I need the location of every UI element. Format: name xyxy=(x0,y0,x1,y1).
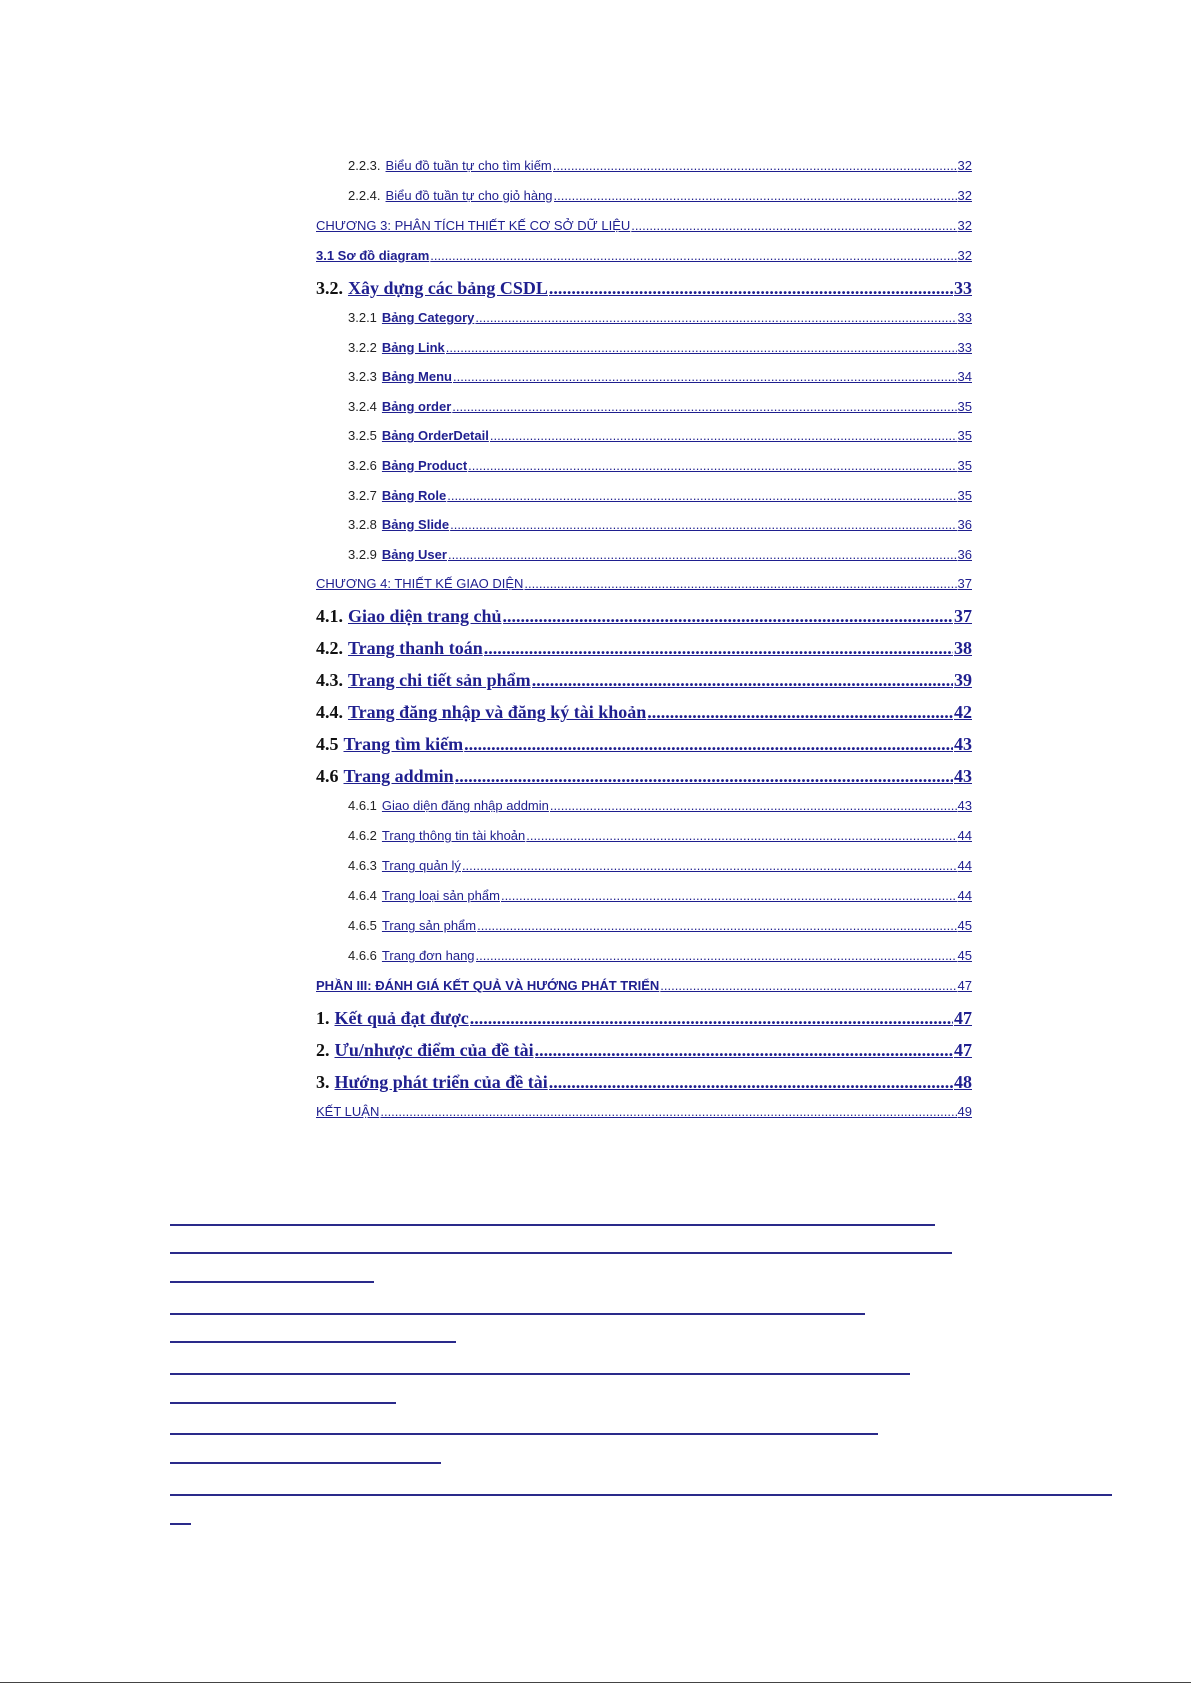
toc-dot-leader xyxy=(490,428,957,443)
blank-link-line xyxy=(170,1224,935,1226)
toc-dot-leader xyxy=(453,369,957,384)
toc-entry-title[interactable]: KẾT LUẬN xyxy=(316,1104,380,1120)
toc-dot-leader xyxy=(503,606,953,627)
toc-entry-page[interactable]: 33 xyxy=(954,278,972,298)
toc-entry-page[interactable]: 39 xyxy=(954,670,972,691)
toc-entry-title[interactable]: CHƯƠNG 4: THIẾT KẾ GIAO DIỆN xyxy=(316,576,524,592)
toc-entry-page[interactable]: 44 xyxy=(957,888,972,904)
toc-entry-number: 4.3. xyxy=(316,670,343,691)
toc-entry-number: 3.2.7 xyxy=(348,487,377,503)
toc-entry[interactable] xyxy=(316,576,972,606)
toc-entry-title[interactable]: Trang đăng nhập và đăng ký tài khoản xyxy=(348,702,647,723)
toc-entry-number: 3.2.4 xyxy=(348,398,377,414)
toc-entry[interactable] xyxy=(316,888,972,918)
toc-dot-leader xyxy=(549,1072,953,1093)
toc-dot-leader xyxy=(450,517,956,532)
toc-entry-page[interactable]: 45 xyxy=(957,948,972,964)
toc-entry[interactable] xyxy=(316,340,972,370)
toc-entry[interactable] xyxy=(316,948,972,978)
toc-entry-title[interactable]: Kết quả đạt được xyxy=(334,1008,469,1029)
toc-entry[interactable] xyxy=(316,1072,972,1104)
toc-entry-number: 4.5 xyxy=(316,734,339,755)
toc-entry[interactable] xyxy=(316,369,972,399)
toc-entry-number: 2.2.3. xyxy=(348,158,381,173)
toc-dot-leader xyxy=(553,158,957,173)
blank-link-line xyxy=(170,1402,396,1404)
toc-dot-leader xyxy=(447,488,956,503)
toc-dot-leader xyxy=(448,547,957,562)
blank-link-line xyxy=(170,1281,374,1283)
toc-entry-title[interactable]: Xây dựng các bảng CSDL xyxy=(348,278,548,298)
toc-entry-page[interactable]: 43 xyxy=(954,734,972,755)
toc-entry-number: 3.2.1 xyxy=(348,310,377,325)
blank-link-line xyxy=(170,1313,865,1315)
toc-entry-number: 1. xyxy=(316,1008,330,1029)
toc-dot-leader xyxy=(475,310,956,325)
toc-entry-number: 4.6 xyxy=(316,766,339,787)
toc-entry-number: 2. xyxy=(316,1040,330,1061)
toc-entry[interactable] xyxy=(316,734,972,766)
toc-entry[interactable] xyxy=(316,188,972,218)
toc-entry-page[interactable]: 33 xyxy=(957,339,972,355)
toc-entry[interactable] xyxy=(316,858,972,888)
toc-entry-page[interactable]: 32 xyxy=(957,248,972,263)
toc-dot-leader xyxy=(462,858,957,873)
toc-entry-title[interactable]: Bảng Role xyxy=(381,487,447,503)
toc-entry[interactable] xyxy=(316,828,972,858)
toc-entry-number: 3.2. xyxy=(316,278,343,298)
toc-entry-page[interactable]: 33 xyxy=(957,310,972,325)
toc-dot-leader xyxy=(430,248,956,263)
toc-entry-title[interactable]: Trang addmin xyxy=(343,766,454,787)
toc-dot-leader xyxy=(464,734,953,755)
toc-entry-page[interactable]: 49 xyxy=(957,1104,972,1120)
toc-entry-page[interactable]: 47 xyxy=(954,1040,972,1061)
toc-entry-page[interactable]: 45 xyxy=(957,918,972,934)
toc-entry[interactable] xyxy=(316,488,972,518)
toc-entry[interactable] xyxy=(316,218,972,248)
toc-entry-title[interactable]: Bảng User xyxy=(381,546,447,562)
toc-entry-page[interactable]: 47 xyxy=(957,978,972,994)
table-of-contents xyxy=(316,158,972,1134)
toc-entry-page[interactable]: 38 xyxy=(954,638,972,659)
toc-entry-number: 4.6.4 xyxy=(348,888,377,904)
toc-entry-number: 4.6.5 xyxy=(348,918,377,934)
toc-dot-leader xyxy=(550,798,957,813)
toc-entry[interactable] xyxy=(316,547,972,577)
toc-entry-number: 3.2.2 xyxy=(348,339,377,355)
toc-entry-title[interactable]: Bảng Menu xyxy=(381,369,452,385)
toc-entry-page[interactable]: 48 xyxy=(954,1072,972,1093)
toc-entry[interactable] xyxy=(316,606,972,638)
toc-entry[interactable] xyxy=(316,399,972,429)
toc-dot-leader xyxy=(446,340,957,355)
toc-entry-page[interactable]: 32 xyxy=(957,218,972,233)
toc-dot-leader xyxy=(660,978,956,993)
toc-entry-page[interactable]: 47 xyxy=(954,1008,972,1029)
toc-entry-number: 4.6.2 xyxy=(348,828,377,844)
toc-entry-page[interactable]: 35 xyxy=(957,398,972,414)
toc-entry-page[interactable]: 37 xyxy=(954,606,972,627)
toc-entry[interactable] xyxy=(316,310,972,340)
toc-entry-page[interactable]: 43 xyxy=(957,798,972,814)
toc-entry-number: 3.2.9 xyxy=(348,546,377,562)
toc-entry[interactable] xyxy=(316,1104,972,1134)
toc-entry-number: 3.2.5 xyxy=(348,428,377,444)
toc-entry-number: 2.2.4. xyxy=(348,188,381,203)
toc-entry[interactable] xyxy=(316,458,972,488)
page-edge xyxy=(0,1682,1191,1683)
toc-entry[interactable] xyxy=(316,918,972,948)
toc-entry-title[interactable]: Ưu/nhược điểm của đề tài xyxy=(334,1040,534,1061)
toc-entry-page[interactable]: 44 xyxy=(957,858,972,874)
toc-entry-page[interactable]: 44 xyxy=(957,828,972,844)
toc-entry[interactable] xyxy=(316,248,972,278)
toc-dot-leader xyxy=(380,1104,956,1119)
toc-entry-title[interactable]: Trang sản phẩm xyxy=(381,918,477,934)
toc-entry[interactable] xyxy=(316,517,972,547)
toc-dot-leader xyxy=(532,670,953,691)
toc-dot-leader xyxy=(455,766,953,787)
toc-entry-number: 3. xyxy=(316,1072,330,1093)
toc-entry-title[interactable]: Trang quản lý xyxy=(381,858,461,874)
toc-entry-title[interactable]: Biểu đồ tuần tự cho tìm kiếm xyxy=(385,158,552,173)
toc-entry[interactable] xyxy=(316,278,972,310)
toc-entry-title[interactable]: Trang tìm kiếm xyxy=(343,734,464,755)
toc-entry-title[interactable]: Trang loại sản phẩm xyxy=(381,888,500,904)
toc-entry[interactable] xyxy=(316,798,972,828)
toc-entry-number: 4.2. xyxy=(316,638,343,659)
toc-dot-leader xyxy=(476,948,957,963)
toc-entry[interactable] xyxy=(316,158,972,188)
toc-dot-leader xyxy=(484,638,953,659)
toc-entry-page[interactable]: 36 xyxy=(957,517,972,533)
toc-dot-leader xyxy=(468,458,956,473)
toc-entry[interactable] xyxy=(316,1040,972,1072)
toc-entry-number: 3.2.8 xyxy=(348,517,377,533)
toc-entry-title[interactable]: Bảng Product xyxy=(381,457,468,473)
toc-entry-title[interactable]: Bảng order xyxy=(381,398,452,414)
toc-dot-leader xyxy=(477,918,956,933)
toc-entry-title[interactable]: Giao diện đăng nhập addmin xyxy=(381,798,549,814)
toc-entry[interactable] xyxy=(316,766,972,798)
blank-link-line xyxy=(170,1341,456,1343)
blank-link-line xyxy=(170,1433,878,1435)
toc-entry[interactable] xyxy=(316,1008,972,1040)
toc-entry-number: 4.1. xyxy=(316,606,343,627)
toc-entry[interactable] xyxy=(316,978,972,1008)
toc-dot-leader xyxy=(452,399,956,414)
blank-link-line xyxy=(170,1373,910,1375)
toc-entry-title[interactable]: Bảng Category xyxy=(381,310,475,325)
toc-entry-title[interactable]: Trang thanh toán xyxy=(348,638,483,659)
toc-entry[interactable] xyxy=(316,638,972,670)
blank-link-line xyxy=(170,1523,191,1525)
toc-entry-page[interactable]: 35 xyxy=(957,487,972,503)
toc-dot-leader xyxy=(535,1040,953,1061)
toc-entry-page[interactable]: 35 xyxy=(957,428,972,444)
toc-entry-number: 4.6.6 xyxy=(348,948,377,964)
toc-entry-title[interactable]: Hướng phát triển của đề tài xyxy=(334,1072,548,1093)
toc-entry-page[interactable]: 32 xyxy=(957,158,972,173)
toc-entry-title[interactable]: Bảng OrderDetail xyxy=(381,428,489,444)
toc-entry[interactable] xyxy=(316,428,972,458)
toc-entry[interactable] xyxy=(316,702,972,734)
toc-dot-leader xyxy=(549,278,953,299)
toc-entry-title[interactable]: 3.1 Sơ đồ diagram xyxy=(316,248,430,263)
toc-entry-title[interactable]: CHƯƠNG 3: PHÂN TÍCH THIẾT KẾ CƠ SỞ DỮ LIỆU xyxy=(316,218,631,233)
toc-entry-title[interactable]: Trang đơn hang xyxy=(381,948,475,964)
toc-dot-leader xyxy=(554,188,957,203)
toc-entry-title[interactable]: Trang thông tin tài khoản xyxy=(381,828,526,844)
toc-dot-leader xyxy=(647,702,953,723)
toc-dot-leader xyxy=(501,888,957,903)
toc-entry-title[interactable]: Trang chi tiết sản phẩm xyxy=(348,670,531,691)
blank-link-line xyxy=(170,1462,441,1464)
toc-entry-number: 4.6.1 xyxy=(348,798,377,814)
toc-entry-number: 3.2.6 xyxy=(348,457,377,473)
toc-entry-number: 3.2.3 xyxy=(348,369,377,385)
toc-dot-leader xyxy=(470,1008,953,1029)
toc-entry-title[interactable]: Giao diện trang chủ xyxy=(348,606,502,627)
toc-entry-number: 4.6.3 xyxy=(348,858,377,874)
toc-entry-number: 4.4. xyxy=(316,702,343,723)
toc-entry-page[interactable]: 42 xyxy=(954,702,972,723)
blank-link-line xyxy=(170,1494,1112,1496)
toc-entry-title[interactable]: Biểu đồ tuần tự cho giỏ hàng xyxy=(385,188,553,203)
toc-entry-page[interactable]: 43 xyxy=(954,766,972,787)
toc-entry-page[interactable]: 32 xyxy=(957,188,972,203)
toc-entry-page[interactable]: 35 xyxy=(957,457,972,473)
toc-entry-page[interactable]: 37 xyxy=(957,576,972,592)
toc-dot-leader xyxy=(524,576,956,591)
blank-link-line xyxy=(170,1252,952,1254)
toc-entry-title[interactable]: PHẦN III: ĐÁNH GIÁ KẾT QUẢ VÀ HƯỚNG PHÁT TRIỂN xyxy=(316,978,660,994)
toc-entry-page[interactable]: 36 xyxy=(957,546,972,562)
toc-entry-page[interactable]: 34 xyxy=(957,369,972,385)
toc-dot-leader xyxy=(631,218,956,233)
toc-entry[interactable] xyxy=(316,670,972,702)
toc-entry-title[interactable]: Bảng Link xyxy=(381,339,445,355)
toc-dot-leader xyxy=(526,828,956,843)
toc-entry-title[interactable]: Bảng Slide xyxy=(381,517,450,533)
